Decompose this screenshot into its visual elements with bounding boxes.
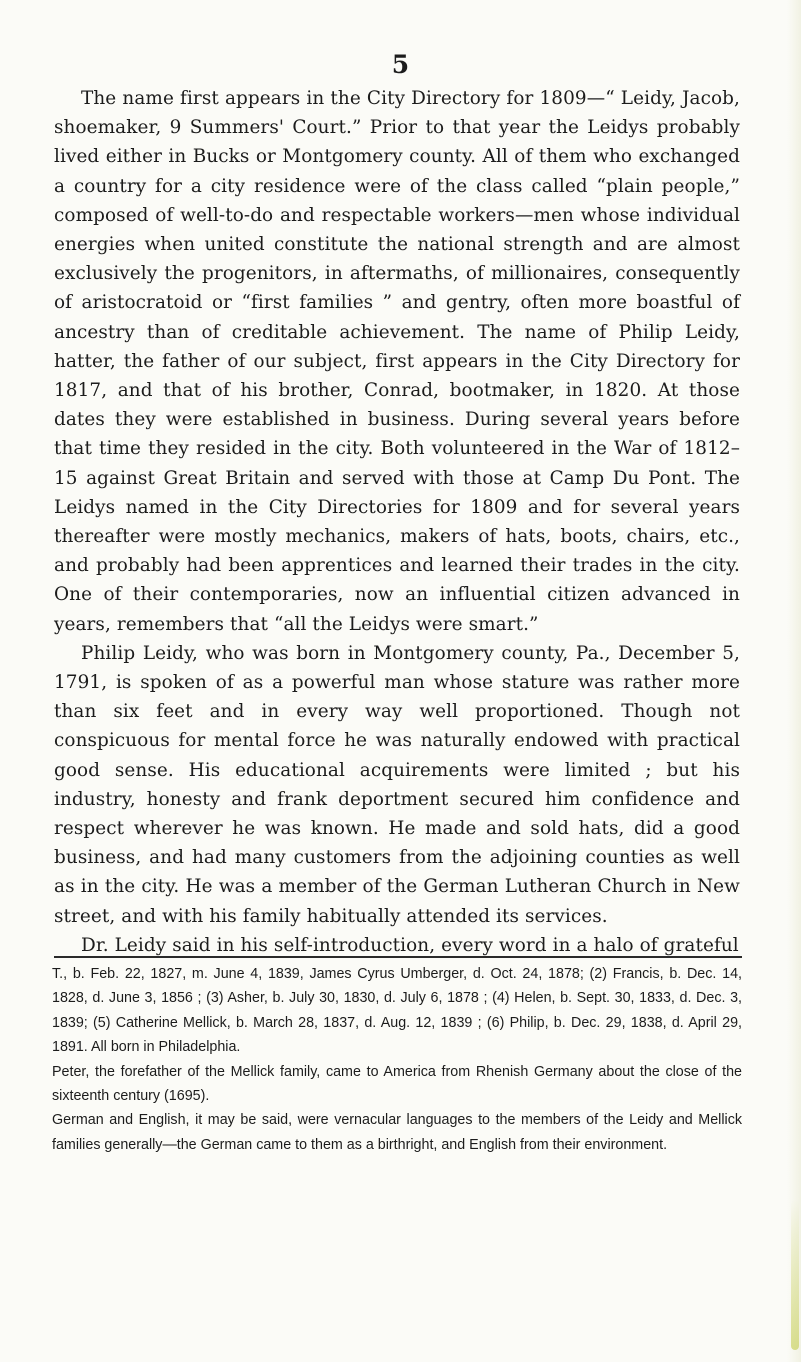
footnote-paragraph: T., b. Feb. 22, 1827, m. June 4, 1839, James Cyrus Umberger, d. Oct. 24, 1878; (2) Francis, b. Dec. 14, 1828, d. June 3, 1856 ; (3) Asher, b. July 30, 1830, d. July 6, 1878 ; (4) Helen, b. Sept. 30, 1833, d. Dec. 3, 1839; (5) Catherine Mellick, b. March 28, 1837, d. Aug. 12, 1839 ; (6) Philip, b. Dec. 29, 1838, d. April 29, 1891. All born in Philadelphia. — [52, 966, 742, 1056]
page-edge-stain — [791, 1200, 799, 1350]
page-number: 5 — [391, 50, 410, 79]
footnote-paragraph: German and English, it may be said, were vernacular languages to the members of the Leidy and Mellick families generally—the German came to them as a birthright, and English from their environment. — [52, 1112, 742, 1153]
page-edge-shadow — [787, 0, 801, 1362]
main-paragraph: Philip Leidy, who was born in Montgomery county, Pa., December 5, 1791, is spoken of as a powerful man whose stature was rather more than six feet and in every way well proportioned. Though not conspicuous for mental force he was naturally endowed with practical good sense. His educational acquirements were limited ; but his industry, honesty and frank deportment secured him confidence and respect wherever he was known. He made and sold hats, did a good business, and had many customers from the adjoining counties as well as in the city. He was a member of the German Lutheran Church in New street, and with his family habitually attended its services. — [54, 642, 740, 927]
footnote-paragraph: Peter, the forefather of the Mellick family, came to America from Rhenish Germany about the close of the sixteenth century (1695). — [52, 1063, 742, 1105]
footnotes — [52, 962, 742, 1157]
main-paragraph: Dr. Leidy said in his self-introduction, every word in a halo of grateful — [81, 934, 739, 956]
main-text — [54, 84, 740, 960]
main-paragraph: The name first appears in the City Directory for 1809—“ Leidy, Jacob, shoemaker, 9 Summers' Court.” Prior to that year the Leidys probably lived either in Bucks or Montgomery county. All of them who exchanged a country for a city residence were of the class called “plain people,” composed of well-to-do and respectable workers—men whose individual energies when united constitute the national strength and are almost exclusively the progenitors, in aftermaths, of millionaires, consequently of aristocratoid or “first families ” and gentry, often more boastful of ancestry than of creditable achievement. The name of Philip Leidy, hatter, the father of our subject, first appears in the City Directory for 1817, and that of his brother, Conrad, bootmaker, in 1820. At those dates they were established in business. During several years before that time they resided in the city. Both volunteered in the War of 1812–15 against Great Britain and served with those at Camp Du Pont. The Leidys named in the City Directories for 1809 and for several years thereafter were mostly mechanics, makers of hats, boots, chairs, etc., and probably had been apprentices and learned their trades in the city. One of their contemporaries, now an influential citizen advanced in years, remembers that “all the Leidys were smart.” — [54, 88, 740, 635]
footnote-divider — [54, 956, 742, 958]
